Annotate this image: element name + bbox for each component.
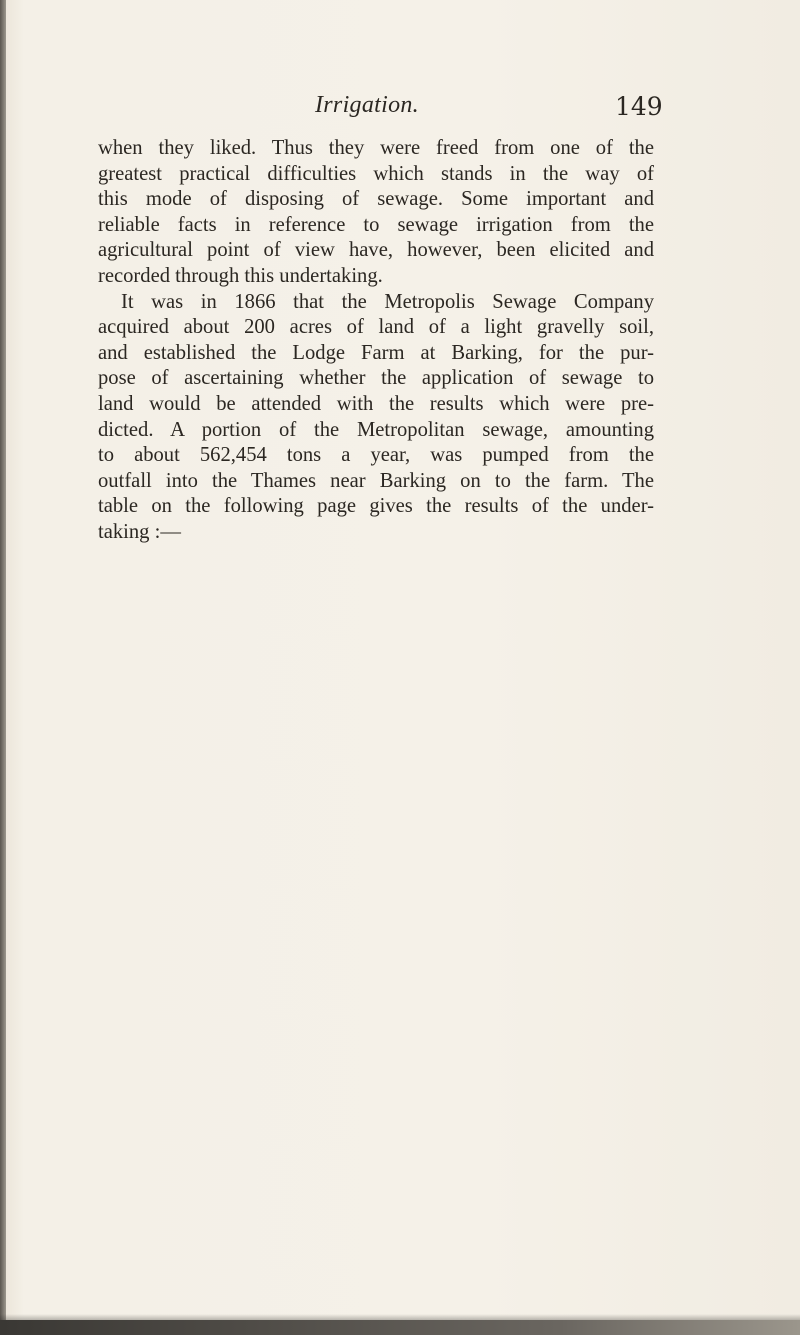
bottom-page-edge xyxy=(0,1320,800,1335)
running-head: Irrigation. xyxy=(315,92,419,118)
text-line: acquired about 200 acres of land of a light gravelly soil, xyxy=(98,316,654,339)
page-binding-edge xyxy=(0,0,6,1335)
body-text xyxy=(98,136,654,546)
text-line: and established the Lodge Farm at Barking, for the pur- xyxy=(98,341,654,364)
text-line: this mode of disposing of sewage. Some important and xyxy=(98,188,654,211)
text-line: land would be attended with the results which were pre- xyxy=(98,392,654,415)
text-line: recorded through this undertaking. xyxy=(98,264,383,287)
text-line: outfall into the Thames near Barking on to the farm. The xyxy=(98,469,654,492)
text-line: when they liked. Thus they were freed from one of the xyxy=(98,137,654,159)
page-header xyxy=(0,92,800,132)
text-line: reliable facts in reference to sewage irrigation from the xyxy=(98,213,654,236)
text-line: agricultural point of view have, however, been elicited and xyxy=(98,239,654,262)
text-line: pose of ascertaining whether the application of sewage to xyxy=(98,367,654,390)
text-line: greatest practical difficulties which stands in the way of xyxy=(98,162,654,185)
text-line: taking :— xyxy=(98,520,181,543)
page-number: 149 xyxy=(615,92,663,121)
text-line: table on the following page gives the results of the under- xyxy=(98,495,654,518)
text-line: to about 562,454 tons a year, was pumped from the xyxy=(98,444,654,467)
text-line: It was in 1866 that the Metropolis Sewage Company xyxy=(121,290,654,313)
text-line: dicted. A portion of the Metropolitan sewage, amounting xyxy=(98,418,654,441)
